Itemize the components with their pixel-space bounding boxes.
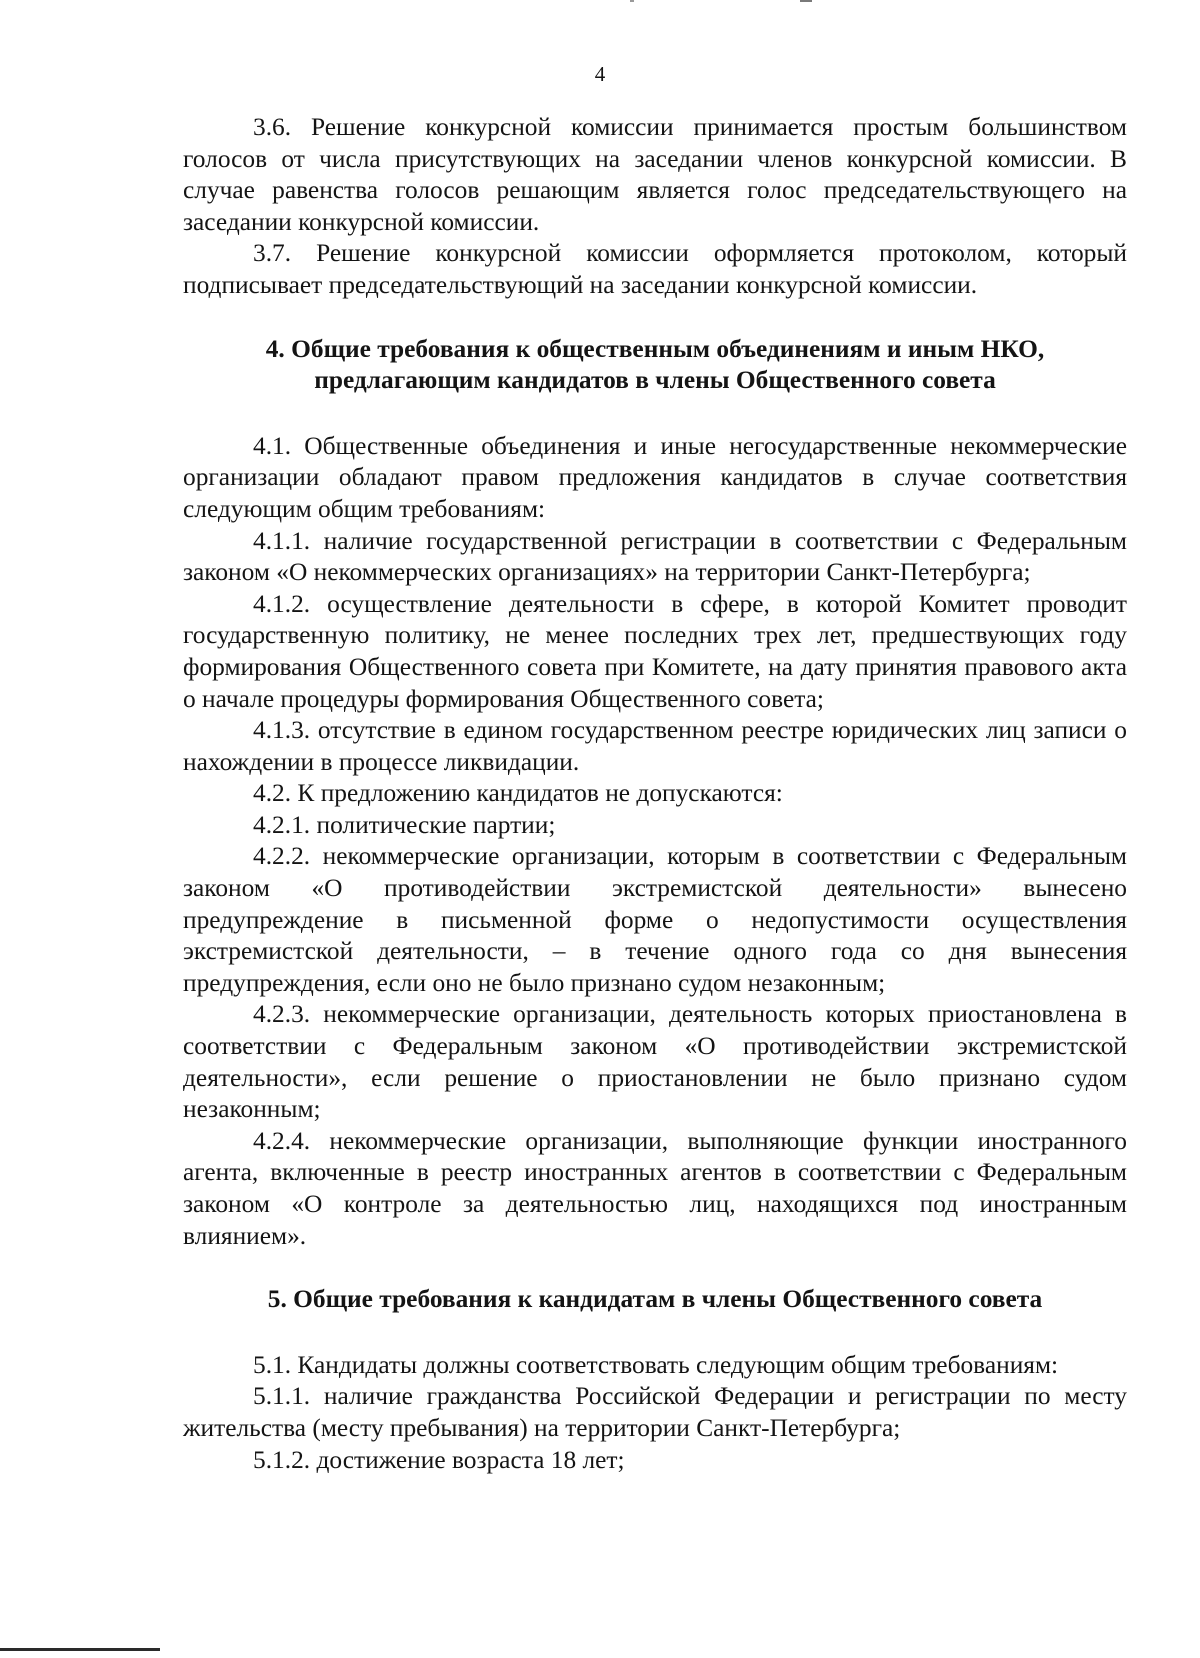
paragraph-4-2-3: 4.2.3. некоммерческие организации, деятельность которых приостановлена в соответствии с Федеральным законом «О противодействии экстремистской деятельности», если решение о приостановлении не было признано судом незаконным; <box>183 1000 1127 1124</box>
paragraph-4-1-2: 4.1.2. осуществление деятельности в сфере, в которой Комитет проводит государственную политику, не менее последних трех лет, предшествующих году формирования Общественного совета при Комитете, на дату принятия правового акта о начале процедуры формирования Общественного совета; <box>183 589 1127 713</box>
spacer <box>183 302 1127 334</box>
section-4-heading-line-1: 4. Общие требования к общественным объединениям и иным НКО, <box>265 334 1045 363</box>
paragraph-3-7: 3.7. Решение конкурсной комиссии оформляется протоколом, который подписывает председательствующий на заседании конкурсной комиссии. <box>183 239 1127 299</box>
document-body <box>183 112 1127 1476</box>
page-number: 4 <box>594 62 606 86</box>
paragraph-3-6: 3.6. Решение конкурсной комиссии принимается простым большинством голосов от числа присутствующих на заседании членов конкурсной комиссии. В случае равенства голосов решающим является голос председательствующего на заседании конкурсной комиссии. <box>183 113 1127 236</box>
spacer <box>183 1316 1127 1350</box>
paragraph-4-2-4: 4.2.4. некоммерческие организации, выполняющие функции иностранного агента, включенные в реестр иностранных агентов в соответствии с Федеральным законом «О контроле за деятельностью лиц, находящихся под иностранным влиянием». <box>183 1126 1127 1250</box>
paragraph-5-1: 5.1. Кандидаты должны соответствовать следующим общим требованиям: <box>253 1350 1059 1379</box>
spacer <box>183 397 1127 431</box>
paragraph-5-1-1: 5.1.1. наличие гражданства Российской Федерации и регистрации по месту жительства (месту пребывания) на территории Санкт-Петербурга; <box>183 1382 1127 1442</box>
section-5-heading: 5. Общие требования к кандидатам в члены Общественного совета <box>267 1285 1043 1314</box>
paragraph-4-1-3: 4.1.3. отсутствие в едином государственном реестре юридических лиц записи о нахождении в процессе ликвидации. <box>183 716 1127 776</box>
section-4-heading <box>183 334 1127 397</box>
spacer <box>183 1252 1127 1284</box>
paragraph-4-2-2: 4.2.2. некоммерческие организации, которым в соответствии с Федеральным законом «О противодействии экстремистской деятельности» вынесено предупреждение в письменной форме о недопустимости осуществления экстремистской деятельности, – в течение одного года со дня вынесения предупреждения, если оно не было признано судом незаконным; <box>183 842 1127 997</box>
paragraph-4-1-1: 4.1.1. наличие государственной регистрации в соответствии с Федеральным законом «О некоммерческих организациях» на территории Санкт-Петербурга; <box>183 526 1127 587</box>
scan-artifact-top <box>620 0 840 2</box>
scan-artifact-bottom <box>0 1648 160 1651</box>
paragraph-5-1-2: 5.1.2. достижение возраста 18 лет; <box>253 1445 625 1474</box>
paragraph-4-1: 4.1. Общественные объединения и иные негосударственные некоммерческие организации обладают правом предложения кандидатов в случае соответствия следующим общим требованиям: <box>183 431 1127 523</box>
paragraph-4-2: 4.2. К предложению кандидатов не допускаются: <box>253 779 783 808</box>
section-4-heading-line-2: предлагающим кандидатов в члены Общественного совета <box>314 366 996 395</box>
paragraph-4-2-1: 4.2.1. политические партии; <box>253 810 556 839</box>
